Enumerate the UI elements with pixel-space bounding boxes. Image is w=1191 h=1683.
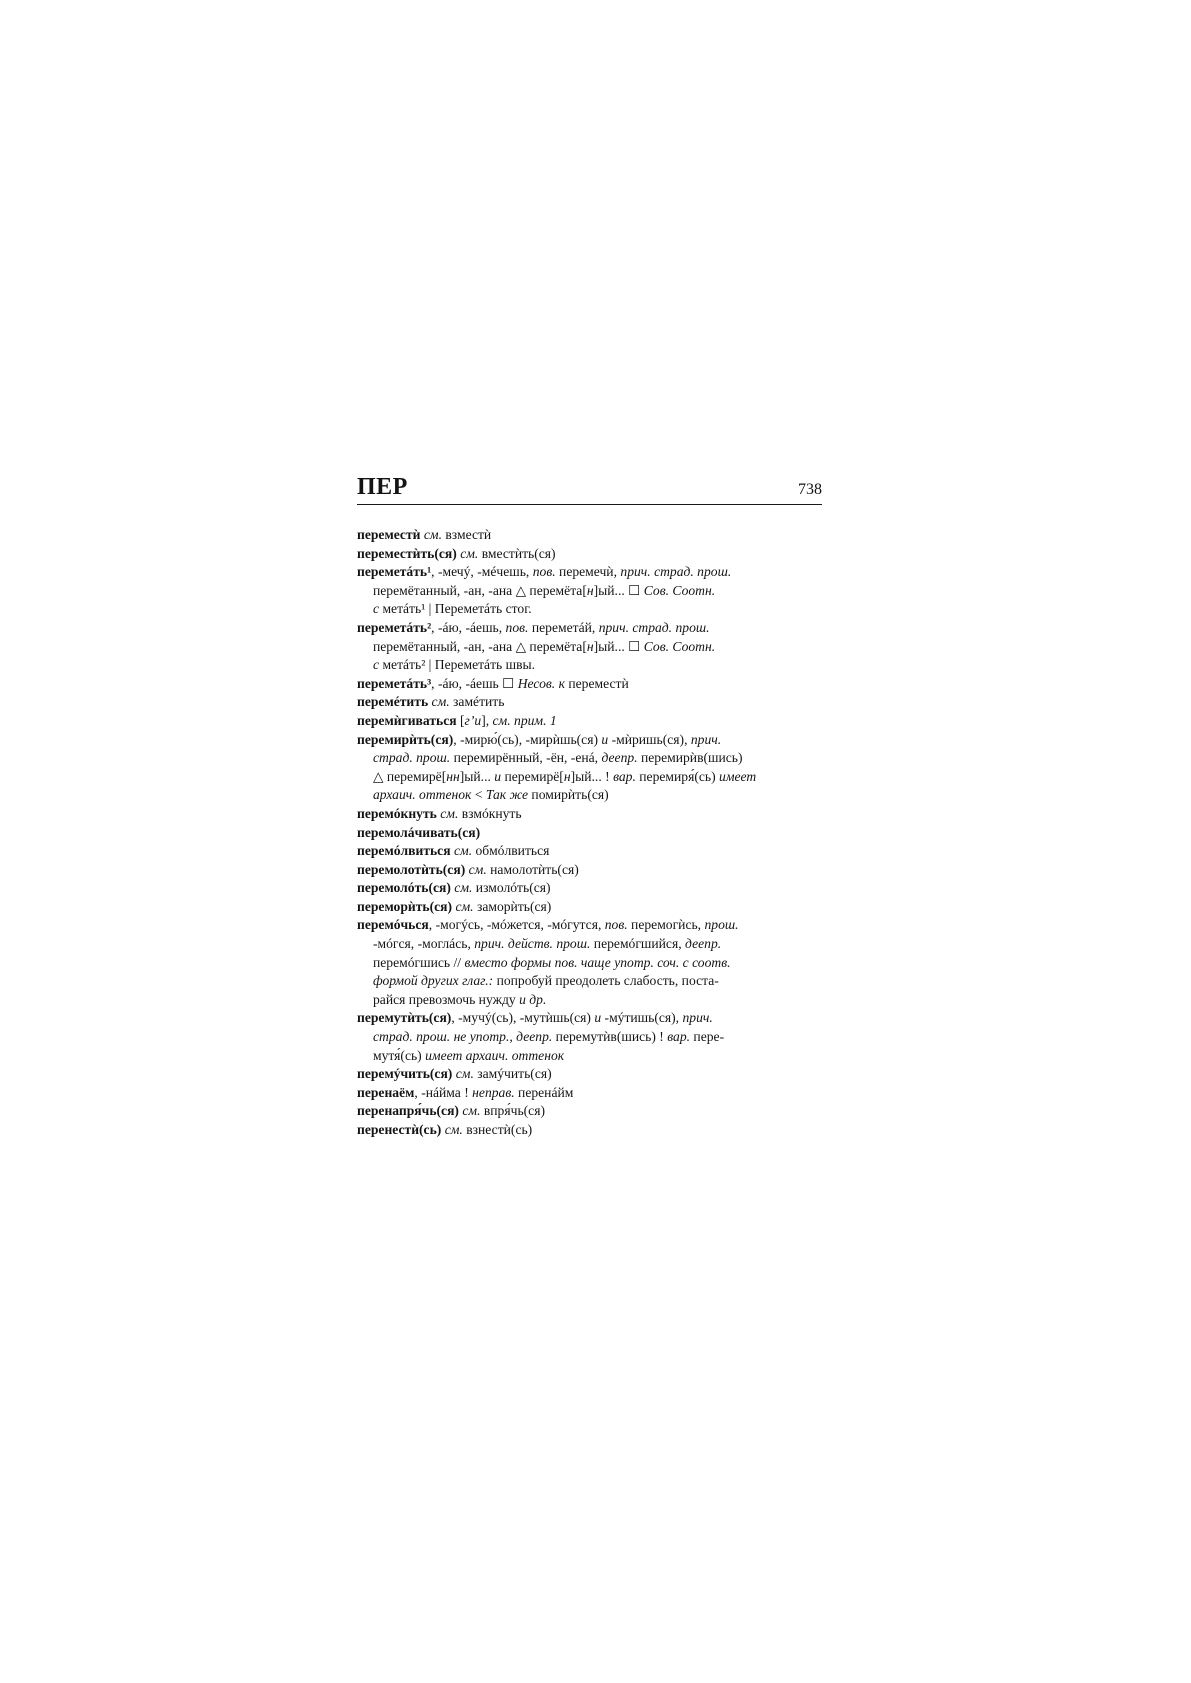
headword: переместѝ [357, 527, 421, 542]
page-number: 738 [798, 481, 822, 498]
italic-note: пов. [532, 564, 556, 580]
entry-text: замýчить(ся) [473, 1066, 552, 1082]
italic-note: см. [460, 545, 479, 561]
headword: перемóчься [357, 917, 429, 933]
italic-note: деепр. [685, 936, 722, 952]
italic-note: формой других глаг.: [373, 973, 494, 989]
headword: перемýчить(ся) [357, 1066, 453, 1082]
entry-text: -мýтишь(ся), [601, 1010, 683, 1026]
entry-line [357, 824, 827, 843]
entry-text: помирѝть(ся) [528, 787, 609, 803]
dictionary-entry [357, 675, 827, 694]
entry-text: , -нáйма ! [414, 1084, 473, 1100]
italic-note: Так же [485, 787, 529, 803]
italic-note: пов. [505, 619, 529, 635]
italic-note: деепр. [601, 750, 638, 766]
entry-line [373, 768, 827, 787]
italic-note: н [586, 582, 594, 598]
entry-text: замéтить [449, 694, 505, 710]
entry-text: перемиря́(сь) [635, 768, 720, 784]
headword: перенаём [357, 1084, 415, 1100]
entry-text: , -мучý(сь), -мутѝшь(ся) [451, 1010, 595, 1026]
entry-text: вместѝть(ся) [478, 545, 556, 561]
entry-text: заморѝть(ся) [473, 898, 552, 914]
entry-line [373, 1047, 827, 1066]
entry-line [373, 1028, 827, 1047]
italic-note: см. [423, 527, 442, 542]
entry-text: , -мирю́(сь), -мирѝшь(ся) [453, 731, 602, 747]
entry-line [373, 954, 827, 973]
italic-note: см. [462, 1103, 481, 1119]
italic-note: вар. [667, 1029, 691, 1045]
entry-text: < [471, 787, 486, 803]
entry-text: перемóгшись // [373, 954, 465, 970]
italic-note: см. [455, 898, 474, 914]
entry-text: переметáй, [528, 619, 599, 635]
entry-text: , -мечý, -мéчешь, [431, 564, 533, 580]
running-head: ПЕР [357, 474, 408, 500]
headword: переметáть² [357, 619, 432, 635]
entry-line [357, 898, 827, 917]
entry-text: перемóгшийся, [590, 936, 686, 952]
dictionary-entry [357, 693, 827, 712]
headword: перемирѝть(ся) [357, 731, 454, 747]
italic-note: см. [454, 880, 473, 896]
headword: перенестѝ(сь) [357, 1122, 442, 1137]
entry-text: -мѝришь(ся), [608, 731, 691, 747]
entry-line [373, 972, 827, 991]
dictionary-entry [357, 712, 827, 731]
entry-text: ]ый... ☐ [593, 638, 644, 654]
entry-line [373, 935, 827, 954]
headword: перенапря́чь(ся) [357, 1103, 459, 1119]
dictionary-entry [357, 805, 827, 824]
headword: перемéтить [357, 694, 429, 710]
entry-line [357, 545, 827, 564]
entry-line [357, 675, 827, 694]
headword: переметáть¹ [357, 564, 432, 580]
dictionary-entry [357, 879, 827, 898]
italic-note: см. [453, 843, 473, 859]
entry-text: ]ый... ! [570, 768, 614, 784]
entry-text: перемирѝв(шись) [637, 750, 743, 766]
entry-line [373, 656, 827, 675]
entry-text: взмóкнуть [458, 805, 522, 821]
italic-note: Несов. к [517, 675, 565, 691]
italic-note: прич. действ. прош. [474, 936, 591, 952]
dictionary-entry [357, 1009, 827, 1065]
italic-note: неправ. [472, 1084, 515, 1100]
italic-note: вместо формы пов. чаще употр. соч. с соотв. [464, 954, 731, 970]
dictionary-entry [357, 1121, 827, 1140]
headword: перемолотѝть(ся) [357, 861, 466, 877]
italic-note: см. [455, 1066, 474, 1082]
entry-text: перемирённый, -ён, -енá, [450, 750, 602, 766]
italic-note: с [373, 601, 380, 617]
entry-text: перемутѝв(шись) ! [552, 1029, 668, 1045]
entry-line [357, 861, 827, 880]
entry-text: райся превозмочь нужду [373, 991, 520, 1007]
entry-text: мутя́(сь) [373, 1047, 426, 1063]
italic-note: имеет архаич. оттенок [425, 1047, 565, 1063]
italic-note: пов. [604, 917, 628, 933]
dictionary-entry [357, 545, 827, 564]
entry-line [373, 786, 827, 805]
dictionary-entry [357, 824, 827, 843]
entry-line [357, 731, 827, 750]
italic-note: архаич. оттенок [373, 787, 472, 803]
italic-note: и [594, 1010, 602, 1026]
entry-text: намолотѝть(ся) [486, 861, 579, 877]
entry-line [357, 805, 827, 824]
entry-line [357, 1065, 827, 1084]
italic-note: вар. [613, 768, 636, 784]
italic-note: прич. страд. прош. [620, 564, 732, 580]
italic-note: см. [440, 805, 459, 821]
italic-note: н [563, 768, 571, 784]
dictionary-entry [357, 1065, 827, 1084]
entry-line [373, 600, 827, 619]
entry-line [357, 842, 827, 861]
italic-note: Сов. Соотн. [643, 582, 716, 598]
dictionary-entry [357, 1084, 827, 1103]
entry-text: , -могýсь, -мóжется, -мóгутся, [428, 917, 605, 933]
italic-note: страд. прош. [373, 750, 451, 766]
entry-text: ], [481, 712, 493, 728]
italic-note: см. [468, 861, 487, 877]
entry-text: впря́чь(ся) [480, 1103, 545, 1119]
italic-note: прич. страд. прош. [598, 619, 710, 635]
entry-text: пере- [690, 1029, 725, 1045]
entry-text: , -áю, -áешь ☐ [431, 675, 518, 691]
headword: переметáть³ [357, 675, 432, 691]
dictionary-entry [357, 563, 827, 619]
entry-text: , -áю, -áешь, [431, 619, 506, 635]
entry-line [357, 693, 827, 712]
entry-text: перемётанный, -ан, -ана △ перемёта[ [373, 582, 587, 598]
headword: перемутѝть(ся) [357, 1010, 452, 1026]
entry-line [373, 582, 827, 601]
headword: перемóкнуть [357, 805, 437, 821]
italic-note: н [586, 638, 594, 654]
entry-text: ]ый... [459, 768, 495, 784]
entry-text: перенáйм [514, 1084, 574, 1100]
entry-text: взнестѝ(сь) [462, 1122, 533, 1137]
entry-line [373, 638, 827, 657]
headword: перемолáчивать(ся) [357, 824, 481, 840]
entry-text: перемогѝсь, [627, 917, 705, 933]
entry-text: [ [456, 712, 465, 728]
entry-text: переместѝ [564, 675, 629, 691]
entry-line [357, 563, 827, 582]
italic-note: и [601, 731, 609, 747]
entry-text: метáть² | Переметáть швы. [379, 657, 536, 673]
italic-note: прич. [690, 731, 722, 747]
dictionary-entry [357, 898, 827, 917]
entry-text: попробуй преодолеть слабость, поста- [493, 973, 719, 989]
italic-note: страд. прош. не употр., деепр. [373, 1029, 553, 1045]
italic-note: см. прим. 1 [492, 712, 557, 728]
entry-line [373, 749, 827, 768]
italic-note: нн [446, 768, 460, 784]
entry-text: ]ый... ☐ [593, 582, 644, 598]
entry-text: -мóгся, -моглáсь, [373, 936, 475, 952]
entry-line [357, 526, 827, 545]
entry-line [357, 712, 827, 731]
entry-line [373, 991, 827, 1010]
dictionary-entry [357, 916, 827, 1009]
dictionary-entry [357, 1102, 827, 1121]
italic-note: гʼи [464, 712, 482, 728]
entry-line [357, 1009, 827, 1028]
italic-note: имеет [719, 768, 757, 784]
entry-text: перемирё[ [501, 768, 564, 784]
dictionary-entry [357, 731, 827, 805]
headword: переместѝть(ся) [357, 545, 457, 561]
italic-note: прич. [682, 1010, 713, 1026]
entry-line [357, 1102, 827, 1121]
italic-note: прош. [704, 917, 739, 933]
headword: перемóлвиться [357, 843, 451, 859]
entry-line [357, 1121, 827, 1140]
entry-text: измолóть(ся) [472, 880, 551, 896]
entry-line [357, 1084, 827, 1103]
page-header [357, 470, 822, 505]
entry-line [357, 879, 827, 898]
italic-note: см. [444, 1122, 463, 1137]
dictionary-entry [357, 619, 827, 675]
headword: переморѝть(ся) [357, 898, 453, 914]
dictionary-entries [357, 526, 827, 1140]
dictionary-entry [357, 526, 827, 545]
entry-line [357, 916, 827, 935]
entry-text: обмóлвиться [472, 843, 550, 859]
italic-note: и др. [519, 991, 547, 1007]
italic-note: Сов. Соотн. [643, 638, 716, 654]
entry-text: △ перемирё[ [373, 768, 447, 784]
dictionary-entry [357, 842, 827, 861]
entry-text: взместѝ [441, 527, 492, 542]
headword: перемолóть(ся) [357, 880, 451, 896]
headword: перемѝгиваться [357, 712, 457, 728]
entry-line [357, 619, 827, 638]
entry-text: перемечѝ, [555, 564, 621, 580]
entry-text: перемётанный, -ан, -ана △ перемёта[ [373, 638, 587, 654]
dictionary-entry [357, 861, 827, 880]
entry-text: метáть¹ | Переметáть стог. [379, 601, 532, 617]
italic-note: с [373, 657, 380, 673]
italic-note: см. [431, 694, 450, 710]
italic-note: и [494, 768, 502, 784]
